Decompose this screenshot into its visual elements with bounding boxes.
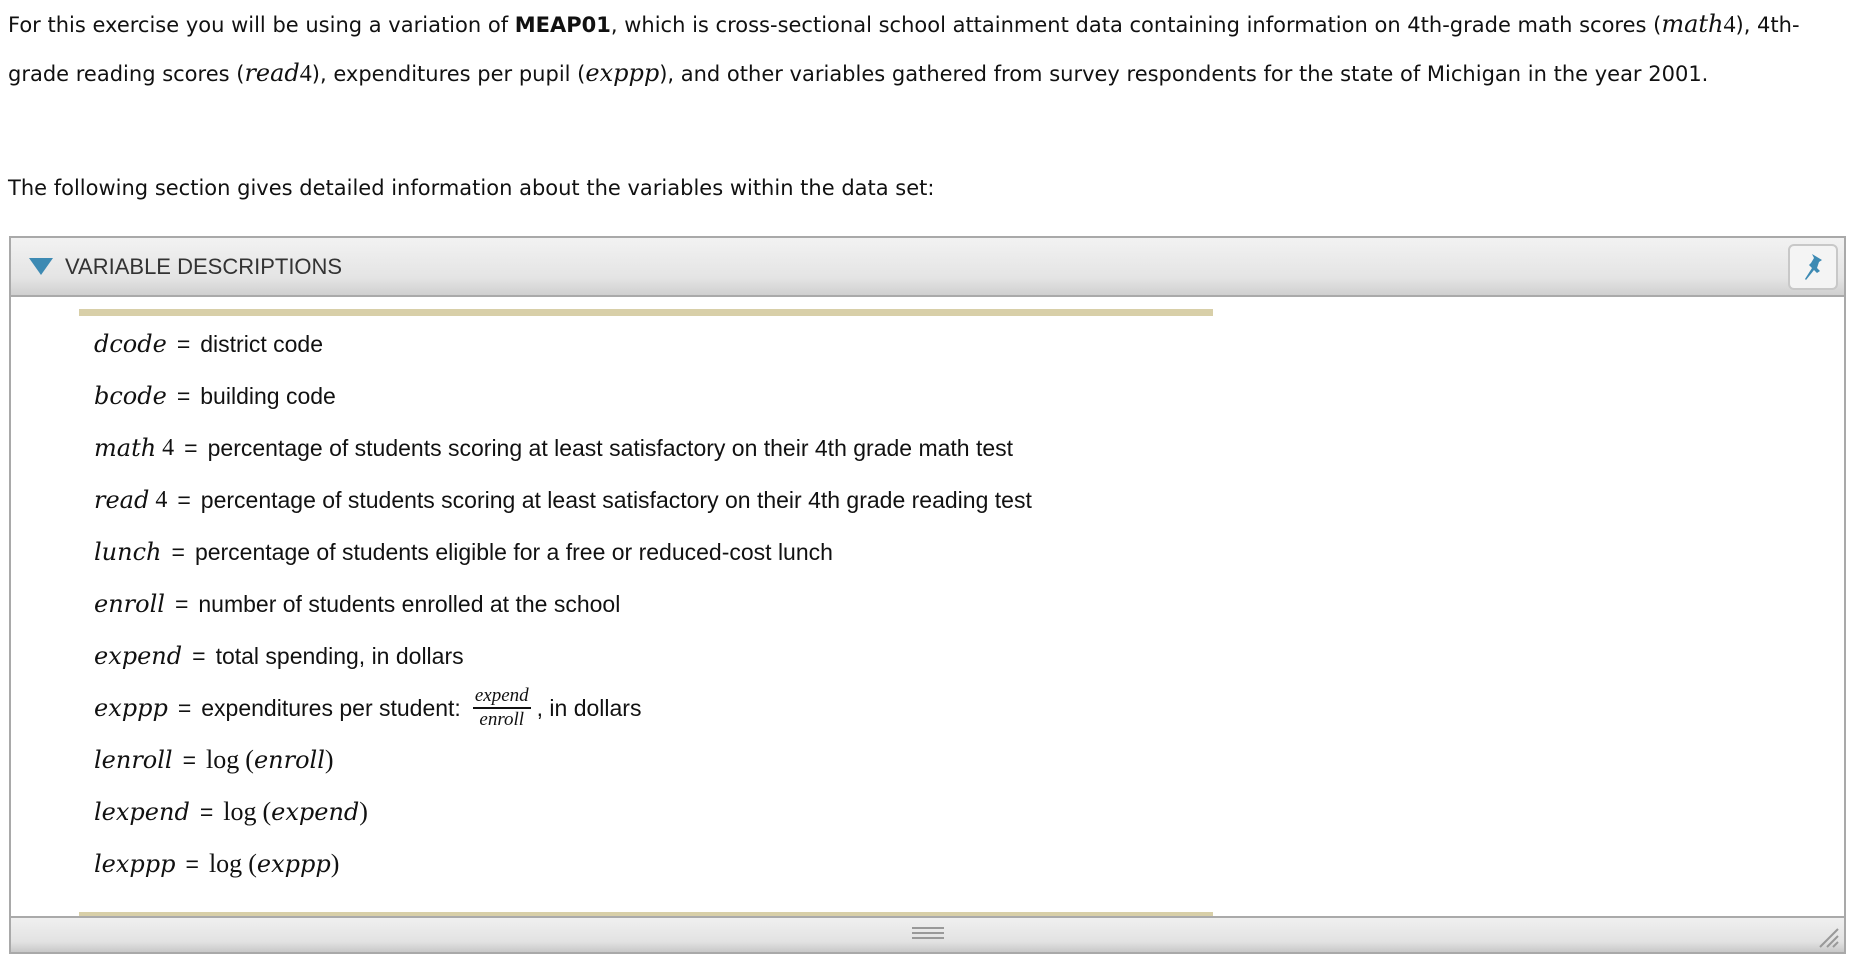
log-argument: exppp [256, 850, 331, 878]
fraction-denominator: enroll [479, 709, 525, 730]
equals-sign: = [184, 434, 198, 461]
paren-close: ) [330, 849, 340, 878]
variable-name: math [94, 434, 157, 462]
dataset-name: MEAP01 [514, 13, 611, 37]
variable-name: lexppp [94, 850, 176, 878]
variable-row [94, 474, 1032, 526]
variable-name: lexpend [94, 798, 190, 826]
variable-row [94, 422, 1032, 474]
section-intro: The following section gives detailed information about the variables within the data set: [8, 176, 935, 200]
top-rule [79, 309, 1213, 316]
paren-close: ) [359, 797, 368, 826]
variable-description-suffix: , in dollars [536, 694, 642, 721]
equals-sign: = [176, 330, 191, 357]
equals-sign: = [199, 798, 214, 825]
variable-row [94, 318, 1032, 370]
pin-button[interactable] [1788, 244, 1838, 290]
variable-name: enroll [94, 590, 165, 618]
variable-suffix: 4 [162, 434, 175, 461]
variable-description: percentage of students scoring at least satisfactory on their 4th grade math test [207, 434, 1014, 461]
variable-row [94, 526, 1032, 578]
variable-row [94, 786, 1032, 838]
variable-row [94, 578, 1032, 630]
equals-sign: = [192, 642, 206, 669]
variable-row [94, 734, 1032, 786]
variable-name: expend [94, 642, 183, 670]
variable-row [94, 838, 1032, 890]
variable-name: read [94, 486, 150, 514]
equals-sign: = [177, 486, 191, 513]
panel-footer [11, 916, 1844, 952]
variable-name: exppp [94, 694, 168, 722]
variable-description: percentage of students eligible for a free or reduced-cost lunch [194, 538, 833, 565]
equals-sign: = [174, 590, 189, 617]
collapse-triangle-icon[interactable] [29, 258, 53, 275]
paren-open: ( [245, 745, 254, 774]
variable-name: dcode [94, 330, 167, 358]
variable-description: percentage of students scoring at least satisfactory on their 4th grade reading test [200, 486, 1032, 513]
log-function: log [206, 745, 240, 774]
equals-sign: = [185, 850, 199, 877]
paren-close: ) [324, 745, 334, 774]
variable-name: bcode [94, 382, 167, 410]
variable-row [94, 630, 1032, 682]
resize-handle-icon[interactable] [1816, 925, 1840, 949]
fraction [473, 685, 531, 731]
variable-descriptions-panel [9, 236, 1846, 954]
panel-header[interactable] [11, 238, 1844, 297]
equals-sign: = [182, 746, 197, 773]
log-function: log [223, 797, 257, 826]
intro-paragraph: For this exercise you will be using a variation of MEAP01, which is cross-sectional school attainment data containing information on 4th-grade math scores (math4), 4th-grade reading scores (read4), expenditures per pupil (exppp), and other variables gathered from survey respondents for the state of Michigan in the year 2001. [8, 10, 1800, 87]
variable-list [94, 318, 1032, 890]
variable-description: number of students enrolled at the school [198, 590, 621, 617]
variable-description: expenditures per student: [201, 694, 461, 721]
variable-description: district code [200, 330, 323, 357]
variable-name: lenroll [94, 746, 173, 774]
variable-row [94, 370, 1032, 422]
paren-open: ( [248, 849, 257, 878]
log-function: log [208, 849, 243, 878]
equals-sign: = [176, 382, 191, 409]
variable-name: lunch [94, 538, 162, 566]
paren-open: ( [262, 797, 272, 826]
equals-sign: = [171, 538, 185, 565]
fraction-numerator: expend [473, 685, 531, 709]
variable-row [94, 682, 1032, 734]
pin-icon [1800, 252, 1826, 282]
log-argument: expend [271, 798, 360, 826]
variable-description: total spending, in dollars [215, 642, 464, 669]
panel-title: VARIABLE DESCRIPTIONS [65, 253, 343, 279]
equals-sign: = [177, 694, 192, 721]
drag-grip-icon[interactable] [912, 927, 944, 941]
variable-description: building code [200, 382, 336, 409]
log-argument: enroll [253, 746, 325, 774]
variable-suffix: 4 [155, 486, 168, 513]
